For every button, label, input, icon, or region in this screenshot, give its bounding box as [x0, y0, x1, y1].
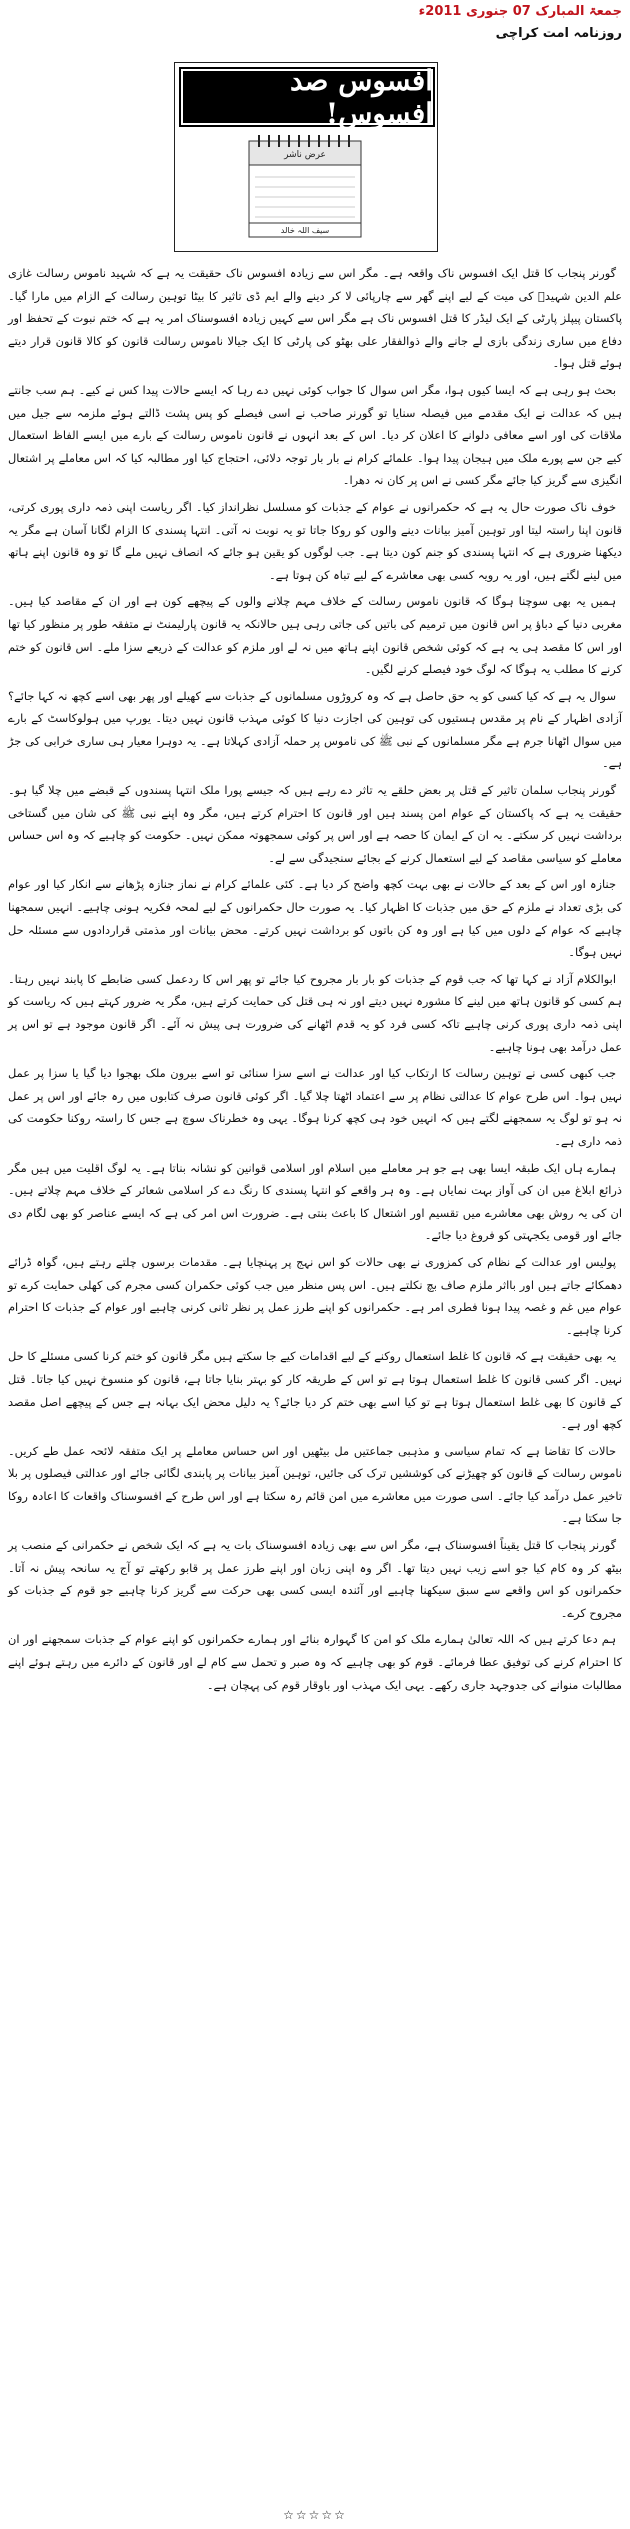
notebook-bottom-label: سیف اللہ خالد [280, 226, 330, 235]
column-header [174, 62, 438, 252]
paragraph: ہمیں یہ بھی سوچنا ہوگا کہ قانون ناموس رسالت کے خلاف مہم چلانے والوں کے پیچھے کون ہے اور ان کے مقاصد کیا ہیں۔ مغربی دنیا کے دباؤ پر اس قانون میں ترمیم کی باتیں کی جاتی رہی ہیں حالانکہ یہ قانون پارلیمنٹ نے متفقہ طور پر منظور کیا تھا اور اس کا مقصد ہی یہ ہے کہ کوئی شخص قانون اپنے ہاتھ میں نہ لے اور ملزم کو عدالت کے ذریعے سزا ملے۔ اس قانون کو ختم کرنے کا مطلب یہ ہوگا کہ لوگ خود فیصلے کرنے لگیں۔ [8, 594, 622, 677]
paragraph: گورنر پنجاب سلمان تاثیر کے قتل پر بعض حلقے یہ تاثر دے رہے ہیں کہ جیسے پورا ملک انتہا پسندوں کے قبضے میں چلا گیا ہو۔ حقیقت یہ ہے کہ پاکستان کے عوام امن پسند ہیں اور قانون کا احترام کرتے ہیں، مگر وہ اپنے نبی ﷺ کی شان میں گستاخی برداشت نہیں کر سکتے۔ یہ ان کے ایمان کا حصہ ہے اور اس پر کوئی سمجھوتہ ممکن نہیں۔ حکومت کو چاہیے کہ وہ اس حساس معاملے کو سیاسی مقاصد کے لیے استعمال کرنے کے بجائے سنجیدگی سے لے۔ [8, 783, 622, 865]
publication-name: روزنامہ امت کراچی [495, 26, 622, 41]
article-body [8, 262, 622, 1700]
paragraph: بحث ہو رہی ہے کہ ایسا کیوں ہوا، مگر اس سوال کا جواب کوئی نہیں دے رہا کہ ایسے حالات پیدا کس نے کیے۔ ہم سب جانتے ہیں کہ عدالت نے ایک مقدمے میں فیصلہ سنایا تو گورنر صاحب نے اسی فیصلے کو پس پشت ڈالتے ہوئے ملزمہ سے جیل میں ملاقات کی اور اسے معافی دلوانے کا اعلان کر دیا۔ اس کے بعد انہوں نے قانون ناموس رسالت کے بارے میں ایسے الفاظ استعمال کیے جن سے پورے ملک میں ہیجان پیدا ہوا۔ علمائے کرام نے بار بار توجہ دلائی، احتجاج کیا اور مطالبہ کیا کہ اس معاملے پر اشتعال انگیزی سے گریز کیا جائے مگر کسی نے اس پر کان نہ دھرا۔ [8, 382, 622, 488]
notebook-top-label: عرض ناشر [284, 150, 326, 160]
title-plate [179, 64, 435, 130]
paragraph: سوال یہ ہے کہ کیا کسی کو یہ حق حاصل ہے کہ وہ کروڑوں مسلمانوں کے جذبات سے کھیلے اور پھر بھی اسے کچھ نہ کہا جائے؟ آزادی اظہار کے نام پر مقدس ہستیوں کی توہین کی اجازت دنیا کا کوئی مہذب قانون نہیں دیتا۔ یورپ میں ہولوکاسٹ کے بارے میں سوال اٹھانا جرم ہے مگر مسلمانوں کے نبی ﷺ کی ناموس پر حملہ آزادی کہلاتا ہے۔ یہ دوہرا معیار ہی ساری خرابی کی جڑ ہے۔ [8, 688, 622, 771]
paragraph: خوف ناک صورت حال یہ ہے کہ حکمرانوں نے عوام کے جذبات کو مسلسل نظرانداز کیا۔ اگر ریاست اپنی ذمہ داری پوری کرتی، قانون اپنا راستہ لیتا اور توہین آمیز بیانات دینے والوں کو روکا جاتا تو یہ نوبت نہ آتی۔ انتہا پسندی کا الزام لگانا آسان ہے مگر یہ دیکھنا ضروری ہے کہ انتہا پسندی کو جنم کون دیتا ہے۔ جب لوگوں کو یقین ہو جائے کہ انصاف نہیں ملے گا تو وہ قانون اپنے ہاتھ میں لینے لگتے ہیں، اور یہ رویہ کسی بھی معاشرے کے لیے تباہ کن ہوتا ہے۔ [8, 499, 622, 582]
paragraph: پولیس اور عدالت کے نظام کی کمزوری نے بھی حالات کو اس نہج پر پہنچایا ہے۔ مقدمات برسوں چلتے رہتے ہیں، گواہ ڈرائے دھمکائے جاتے ہیں اور بااثر ملزم صاف بچ نکلتے ہیں۔ اس پس منظر میں جب کوئی حکمران کسی مجرم کی کھلی حمایت کرے تو عوام میں غم و غصہ پیدا ہونا فطری امر ہے۔ حکمرانوں کو اپنے طرز عمل پر نظر ثانی کرنی چاہیے اور عوام کے جذبات کا احترام کرنا چاہیے۔ [8, 1254, 622, 1337]
dateline: جمعۃ المبارک 07 جنوری 2011ء [418, 4, 622, 19]
paragraph: گورنر پنجاب کا قتل ایک افسوس ناک واقعہ ہے۔ مگر اس سے زیادہ افسوس ناک حقیقت یہ ہے کہ شہید ناموس رسالت غازی علم الدین شہیدؒ کی میت کے لیے اپنے گھر سے چارپائی لا کر دینے والے ایم ڈی تاثیر کا بیٹا توہین رسالت کے الزام میں مارا گیا۔ پاکستان پیپلز پارٹی کے ایک لیڈر کا قتل افسوس ناک ہے مگر اس سے کہیں زیادہ افسوسناک امر یہ ہے کہ ختم نبوت کے تحفظ اور دفاع میں ساری زندگی بازی لے جانے والے ذوالفقار علی بھٹو کی پارٹی کا ایک جیالا ناموس رسالت قانون کو کالا قانون قرار دیتے ہوئے قتل ہوا۔ [8, 266, 622, 371]
end-stars: ☆☆☆☆☆ [283, 2508, 347, 2522]
paragraph: ہمارے ہاں ایک طبقہ ایسا بھی ہے جو ہر معاملے میں اسلام اور اسلامی قوانین کو نشانہ بناتا ہے۔ یہ لوگ اقلیت میں ہیں مگر ذرائع ابلاغ میں ان کی آواز بہت نمایاں ہے۔ وہ ہر واقعے کو انتہا پسندی کا رنگ دے کر اسلامی شعائر کے خلاف مہم چلاتے ہیں۔ ان کی یہ روش بھی معاشرے میں تقسیم اور اشتعال کا باعث بنتی ہے۔ ضرورت اس امر کی ہے کہ ایسے عناصر کو بھی لگام دی جائے اور قومی یکجہتی کو فروغ دیا جائے۔ [8, 1160, 622, 1243]
paragraph: ابوالکلام آزاد نے کہا تھا کہ جب قوم کے جذبات کو بار بار مجروح کیا جائے تو پھر اس کا ردعمل کسی ضابطے کا پابند نہیں رہتا۔ ہم کسی کو قانون ہاتھ میں لینے کا مشورہ نہیں دیتے اور نہ ہی قتل کی حمایت کرتے ہیں، مگر یہ ضرور کہتے ہیں کہ ریاست کو اپنی ذمہ داری پوری کرنی چاہیے تاکہ کسی فرد کو یہ قدم اٹھانے کی ضرورت ہی پیش نہ آئے۔ اگر قانون موجود ہے تو اس پر عمل درآمد بھی ہونا چاہیے۔ [8, 971, 622, 1054]
paragraph: یہ بھی حقیقت ہے کہ قانون کا غلط استعمال روکنے کے لیے اقدامات کیے جا سکتے ہیں مگر قانون کو ختم کرنا کسی مسئلے کا حل نہیں۔ اگر کسی قانون کا غلط استعمال ہوتا ہے تو اس کے طریقہ کار کو بہتر بنایا جاتا ہے، قانون کو منسوخ نہیں کیا جاتا۔ قتل کے قانون کا بھی غلط استعمال ہوتا ہے تو کیا اسے بھی ختم کر دیا جائے؟ یہ دلیل محض ایک بہانہ ہے جس کے پیچھے اصل مقصد کچھ اور ہے۔ [8, 1349, 622, 1432]
paragraph: جنازہ اور اس کے بعد کے حالات نے بھی بہت کچھ واضح کر دیا ہے۔ کئی علمائے کرام نے نماز جنازہ پڑھانے سے انکار کیا اور عوام کی بڑی تعداد نے ملزم کے حق میں جذبات کا اظہار کیا۔ یہ صورت حال حکمرانوں کے لیے لمحہ فکریہ ہونی چاہیے۔ انہیں سمجھنا چاہیے کہ عوام کے دلوں میں کیا ہے اور وہ کن باتوں کو برداشت نہیں کرتے۔ محض بیانات اور مذمتی قراردادوں سے مسئلہ حل نہیں ہوگا۔ [8, 877, 622, 960]
paragraph: گورنر پنجاب کا قتل یقیناً افسوسناک ہے، مگر اس سے بھی زیادہ افسوسناک بات یہ ہے کہ ایک شخص نے حکمرانی کے منصب پر بیٹھ کر وہ کام کیا جو اسے زیب نہیں دیتا تھا۔ اگر وہ اپنی زبان اور اپنے طرز عمل پر قابو رکھتے تو آج یہ سانحہ پیش نہ آتا۔ حکمرانوں کو اس واقعے سے سبق سیکھنا چاہیے اور آئندہ ایسی کسی بھی حرکت سے گریز کرنا چاہیے جو قوم کے جذبات کو مجروح کرے۔ [8, 1538, 622, 1620]
paragraph: جب کبھی کسی نے توہین رسالت کا ارتکاب کیا اور عدالت نے اسے سزا سنائی تو اسے بیرون ملک بھجوا دیا گیا یا سزا پر عمل نہیں ہوا۔ اس طرح عوام کا عدالتی نظام پر سے اعتماد اٹھتا چلا گیا۔ اگر کوئی قانون صرف کتابوں میں رہ جائے اور اس پر عمل نہ ہو تو لوگ یہ سمجھنے لگتے ہیں کہ انہیں خود ہی کچھ کرنا ہوگا۔ یہی وہ خطرناک سوچ ہے جس کا راستہ روکنا حکومت کی ذمہ داری ہے۔ [8, 1066, 622, 1148]
column-title: افسوس صد افسوس! [289, 64, 433, 130]
notebook-logo-icon [243, 131, 367, 243]
paragraph: ہم دعا کرتے ہیں کہ اللہ تعالیٰ ہمارے ملک کو امن کا گہوارہ بنائے اور ہمارے حکمرانوں کو اپنے عوام کے جذبات سمجھنے اور ان کا احترام کرنے کی توفیق عطا فرمائے۔ قوم کو بھی چاہیے کہ وہ صبر و تحمل سے کام لے اور قانون کے دائرے میں رہتے ہوئے اپنے مطالبات منوانے کی جدوجہد جاری رکھے۔ یہی ایک مہذب اور باوقار قوم کی پہچان ہے۔ [8, 1632, 622, 1692]
paragraph: حالات کا تقاضا ہے کہ تمام سیاسی و مذہبی جماعتیں مل بیٹھیں اور اس حساس معاملے پر ایک متفقہ لائحہ عمل طے کریں۔ ناموس رسالت کے قانون کو چھیڑنے کی کوششیں ترک کی جائیں، توہین آمیز بیانات پر پابندی لگائی جائے اور عدالتی فیصلوں پر بلا تاخیر عمل درآمد کیا جائے۔ اسی صورت میں معاشرے میں امن قائم رہ سکتا ہے اور اس طرح کے افسوسناک واقعات کا اعادہ روکا جا سکتا ہے۔ [8, 1443, 622, 1526]
